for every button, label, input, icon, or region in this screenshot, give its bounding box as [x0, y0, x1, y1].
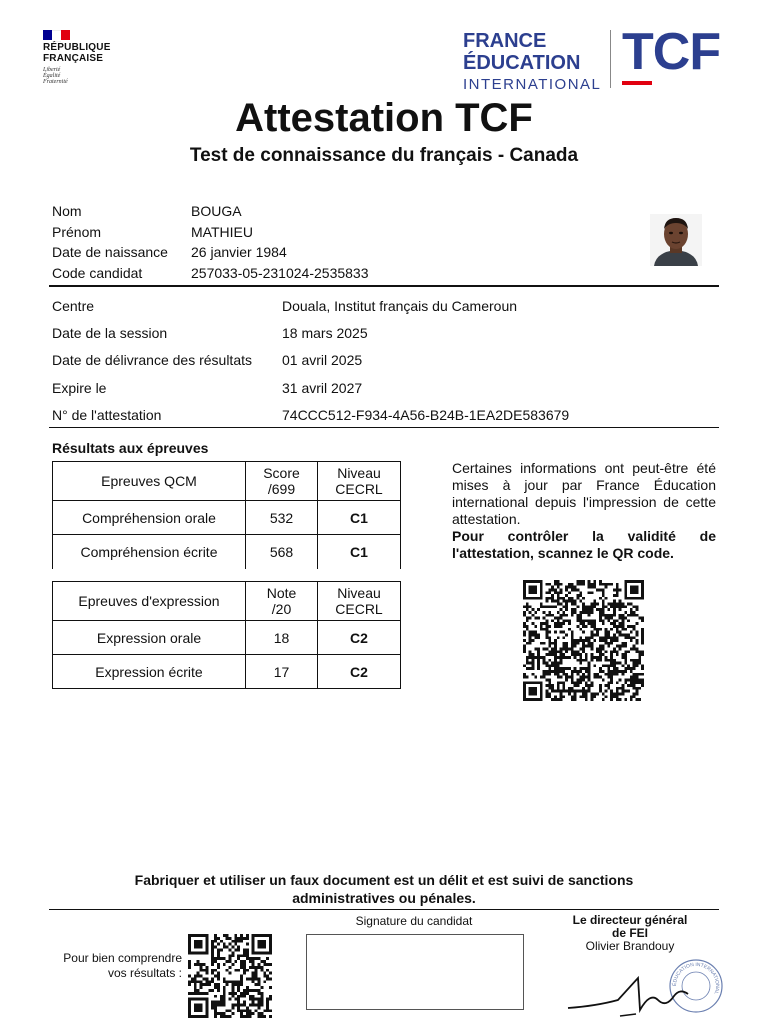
- republique-flag-icon: [43, 30, 70, 40]
- test-name: Compréhension orale: [53, 501, 246, 535]
- director-block: [560, 914, 700, 953]
- test-name: Expression écrite: [53, 655, 246, 689]
- test-level: C1: [318, 501, 401, 535]
- info-value-expiry: 31 avril 2027: [282, 380, 363, 396]
- info-label-delivery-date: Date de délivrance des résultats: [52, 352, 252, 368]
- info-value-attestation-number: 74CCC512-F934-4A56-B24B-1EA2DE583679: [282, 407, 570, 423]
- test-score: 17: [246, 655, 318, 689]
- signature-label: Signature du candidat: [355, 914, 473, 928]
- table-row: [53, 535, 401, 569]
- legal-warning-line2: administratives ou pénales.: [292, 890, 476, 906]
- identity-label-nom: Nom: [52, 203, 82, 219]
- tcf-logo: TCF: [622, 23, 721, 81]
- fei-logo-line2: ÉDUCATION: [463, 52, 581, 74]
- tcf-logo-accent-bar: [622, 81, 652, 85]
- expression-results-table: [52, 581, 401, 689]
- legal-warning: [80, 871, 688, 907]
- understand-line2: vos résultats :: [107, 966, 182, 980]
- signature-box: [306, 934, 524, 1010]
- table-header: [318, 462, 401, 501]
- test-level: C2: [318, 621, 401, 655]
- table-header: /20: [271, 601, 292, 617]
- test-level: C1: [318, 535, 401, 569]
- table-header-row: [53, 582, 401, 621]
- page-title: Attestation TCF: [235, 96, 533, 140]
- republique-motto: [43, 67, 68, 85]
- table-header: [318, 582, 401, 621]
- divider-identity: [49, 285, 719, 287]
- table-header: [246, 582, 318, 621]
- stamp-text: ÉDUCATION INTERNATIONAL: [671, 961, 721, 995]
- test-score: 568: [246, 535, 318, 569]
- fei-logo-line3: INTERNATIONAL: [463, 76, 602, 93]
- director-title: Le directeur général: [572, 913, 688, 927]
- validity-note-bold: Pour contrôler la validité de l'attestation, scannez le QR code.: [452, 528, 716, 561]
- table-header: Epreuves QCM: [53, 462, 246, 501]
- republique-line1: RÉPUBLIQUE: [43, 42, 111, 53]
- logo-divider: [610, 30, 611, 88]
- identity-value-candidate-code: 257033-05-231024-2535833: [191, 265, 369, 281]
- info-label-session-date: Date de la session: [52, 325, 168, 341]
- director-signature: [566, 970, 696, 1024]
- info-value-delivery-date: 01 avril 2025: [282, 352, 363, 368]
- table-row: [53, 655, 401, 689]
- table-header-row: [53, 462, 401, 501]
- table-row: [53, 501, 401, 535]
- divider-info: [49, 427, 719, 428]
- table-header: Epreuves d'expression: [53, 582, 246, 621]
- motto-fraternite: Fraternité: [43, 79, 68, 85]
- table-header: Score: [263, 465, 300, 481]
- identity-value-prenom: MATHIEU: [191, 224, 253, 240]
- test-level: C2: [318, 655, 401, 689]
- motto-egalite: Égalité: [43, 73, 61, 79]
- info-value-session-date: 18 mars 2025: [282, 325, 368, 341]
- motto-liberte: Liberté: [43, 67, 61, 73]
- identity-label-birthdate: Date de naissance: [52, 244, 168, 260]
- test-name: Compréhension écrite: [53, 535, 246, 569]
- table-header: Niveau: [337, 465, 381, 481]
- understand-results-label: [40, 951, 182, 981]
- director-org: de FEI: [611, 926, 648, 940]
- info-label-centre: Centre: [52, 298, 95, 314]
- table-header: CECRL: [335, 481, 383, 497]
- test-name: Expression orale: [53, 621, 246, 655]
- candidate-photo: [650, 214, 702, 266]
- validity-qr-code[interactable]: [519, 580, 648, 701]
- table-header: [246, 462, 318, 501]
- table-header: /699: [267, 481, 296, 497]
- test-score: 18: [246, 621, 318, 655]
- identity-label-prenom: Prénom: [52, 224, 102, 240]
- republique-logo-text: [43, 42, 111, 64]
- fei-logo: [463, 30, 601, 96]
- info-label-expiry: Expire le: [52, 380, 107, 396]
- results-heading: Résultats aux épreuves: [52, 440, 209, 456]
- identity-label-candidate-code: Code candidat: [52, 265, 143, 281]
- fei-logo-line1: FRANCE: [463, 30, 547, 52]
- table-row: [53, 621, 401, 655]
- identity-value-birthdate: 26 janvier 1984: [191, 244, 287, 260]
- divider-footer: [49, 909, 719, 910]
- info-label-attestation-number: N° de l'attestation: [52, 407, 162, 423]
- page-subtitle: Test de connaissance du français - Canada: [189, 145, 579, 166]
- identity-value-nom: BOUGA: [191, 203, 242, 219]
- table-header: CECRL: [335, 601, 383, 617]
- validity-note: [452, 460, 716, 562]
- test-score: 532: [246, 501, 318, 535]
- qcm-results-table: [52, 461, 401, 569]
- legal-warning-line1: Fabriquer et utiliser un faux document est un délit et est suivi de sanctions: [134, 872, 634, 888]
- validity-note-text: Certaines informations ont peut-être été mises à jour par France Éducation international depuis l'impression de cette attestation.: [452, 460, 716, 527]
- director-name: Olivier Brandouy: [585, 939, 675, 953]
- results-qr-code[interactable]: [186, 934, 274, 1018]
- info-value-centre: Douala, Institut français du Cameroun: [282, 298, 518, 314]
- understand-line1: Pour bien comprendre: [63, 951, 182, 965]
- table-header: Niveau: [337, 585, 381, 601]
- republique-line2: FRANÇAISE: [43, 53, 104, 64]
- table-header: Note: [266, 585, 297, 601]
